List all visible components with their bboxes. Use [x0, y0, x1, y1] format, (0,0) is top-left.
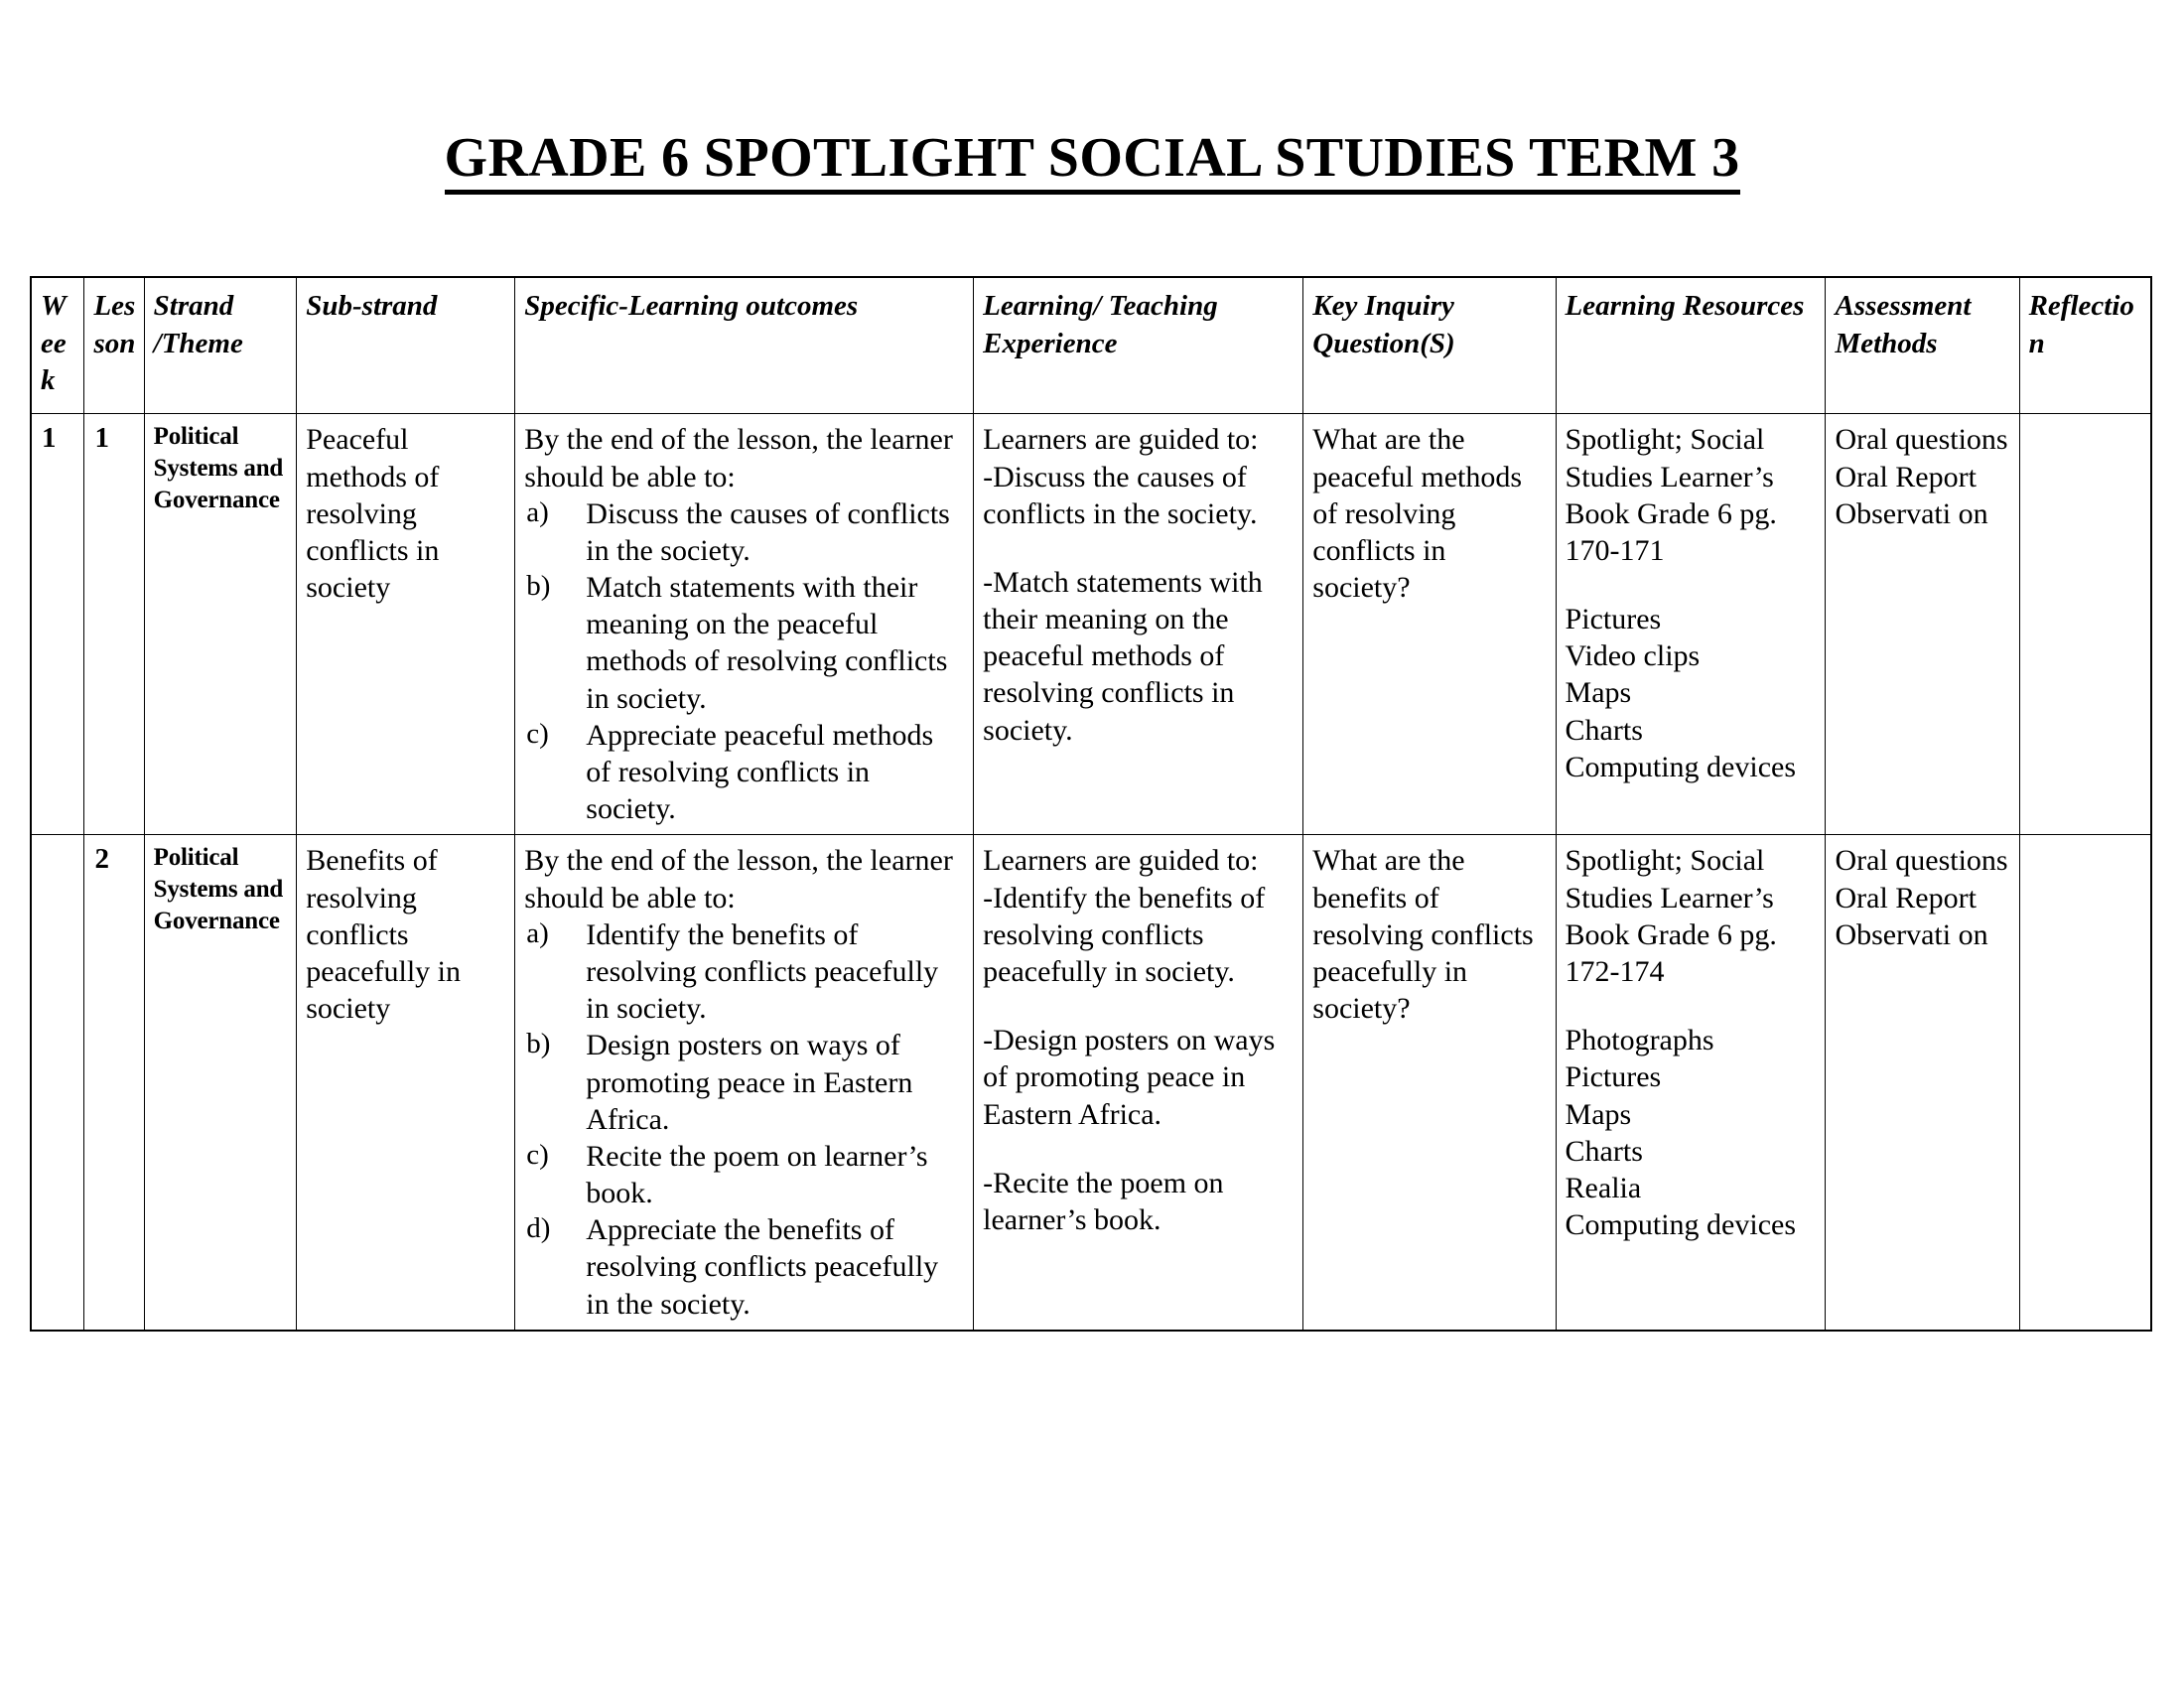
outcome-item	[524, 1211, 965, 1323]
resource-item: Charts	[1565, 1134, 1643, 1168]
outcome-marker: b)	[526, 570, 551, 603]
outcomes-list	[524, 495, 965, 828]
outcome-marker: a)	[526, 916, 549, 949]
cell-key-inquiry-question: What are the peaceful methods of resolving conflicts in society?	[1303, 414, 1556, 835]
resource-item: Computing devices	[1565, 750, 1797, 783]
outcome-text: Discuss the causes of conflicts in the society.	[586, 496, 950, 567]
resource-item: Charts	[1565, 713, 1643, 747]
resource-item: Pictures	[1565, 1060, 1662, 1094]
resource-textbook: Spotlight; Social Studies Learner’s Book Grade 6 pg. 170-171	[1565, 423, 1777, 567]
scheme-of-work-table	[30, 276, 2152, 1332]
outcome-text: Design posters on ways of promoting peace in Eastern Africa.	[586, 1029, 913, 1136]
resource-item: Video clips	[1565, 639, 1701, 673]
outcome-item	[524, 916, 965, 1028]
outcome-marker: c)	[526, 1138, 549, 1171]
page-title: GRADE 6 SPOTLIGHT SOCIAL STUDIES TERM 3	[445, 129, 1740, 196]
cell-learning-experience	[974, 835, 1303, 1331]
cell-learning-resources	[1556, 835, 1826, 1331]
cell-learning-resources	[1556, 414, 1826, 835]
cell-assessment-methods: Oral questions Oral Report Observati on	[1826, 835, 2019, 1331]
outcome-text: Identify the benefits of resolving conflicts peacefully in society.	[586, 917, 939, 1026]
cell-key-inquiry-question: What are the benefits of resolving conflicts peacefully in society?	[1303, 835, 1556, 1331]
outcome-marker: d)	[526, 1212, 551, 1245]
cell-strand: Political Systems and Governance	[144, 835, 297, 1331]
experience-lead-in: Learners are guided to:	[983, 844, 1259, 878]
resources-spacer	[1566, 990, 1818, 1022]
cell-week: 1	[31, 414, 84, 835]
outcomes-lead-in: By the end of the lesson, the learner should be able to:	[524, 844, 953, 914]
resource-item: Maps	[1565, 1097, 1632, 1131]
column-header-strand: Strand /Theme	[144, 277, 297, 414]
cell-strand: Political Systems and Governance	[144, 414, 297, 835]
table-row	[31, 414, 2151, 835]
outcomes-lead-in: By the end of the lesson, the learner should be able to:	[524, 423, 953, 493]
cell-learning-experience	[974, 414, 1303, 835]
column-header-reflection: Reflectio n	[2019, 277, 2151, 414]
experience-item: -Identify the benefits of resolving conflicts peacefully in society.	[983, 881, 1266, 988]
resource-item: Photographs	[1565, 1024, 1714, 1057]
cell-substrand: Peaceful methods of resolving conflicts in society	[297, 414, 515, 835]
outcome-marker: c)	[526, 717, 549, 750]
resource-textbook: Spotlight; Social Studies Learner’s Book Grade 6 pg. 172-174	[1565, 844, 1777, 988]
outcome-text: Appreciate the benefits of resolving conflicts peacefully in the society.	[586, 1213, 939, 1321]
column-header-inquiry: Key Inquiry Question(S)	[1303, 277, 1556, 414]
cell-assessment-methods: Oral questions Oral Report Observati on	[1826, 414, 2019, 835]
column-header-resources: Learning Resources	[1556, 277, 1826, 414]
column-header-outcomes: Specific-Learning outcomes	[515, 277, 974, 414]
cell-substrand: Benefits of resolving conflicts peacefully in society	[297, 835, 515, 1331]
outcome-item	[524, 717, 965, 828]
cell-lesson: 2	[84, 835, 144, 1331]
resource-item: Realia	[1565, 1171, 1642, 1204]
resource-item: Computing devices	[1565, 1208, 1797, 1242]
outcome-item	[524, 495, 965, 569]
experience-item: -Match statements with their meaning on the peaceful methods of resolving conflicts in society.	[983, 565, 1263, 747]
table-body	[31, 414, 2151, 1331]
column-header-substrand: Sub-strand	[297, 277, 515, 414]
outcomes-list	[524, 916, 965, 1323]
column-header-week: W ee k	[31, 277, 84, 414]
resource-item: Pictures	[1565, 603, 1662, 636]
outcome-marker: a)	[526, 495, 549, 528]
outcome-marker: b)	[526, 1028, 551, 1060]
cell-reflection	[2019, 835, 2151, 1331]
experience-item: -Recite the poem on learner’s book.	[983, 1166, 1224, 1236]
cell-reflection	[2019, 414, 2151, 835]
resources-spacer	[1566, 569, 1818, 601]
cell-week	[31, 835, 84, 1331]
column-header-assessment: Assessment Methods	[1826, 277, 2019, 414]
outcome-text: Appreciate peaceful methods of resolving conflicts in society.	[586, 718, 934, 826]
resource-item: Maps	[1565, 676, 1632, 710]
cell-lesson: 1	[84, 414, 144, 835]
outcome-item	[524, 1138, 965, 1211]
column-header-experience: Learning/ Teaching Experience	[974, 277, 1303, 414]
experience-item: -Discuss the causes of conflicts in the society.	[983, 460, 1258, 530]
outcome-text: Match statements with their meaning on the peaceful methods of resolving conflicts in society.	[586, 571, 948, 715]
experience-item: -Design posters on ways of promoting peace in Eastern Africa.	[983, 1024, 1276, 1131]
cell-learning-outcomes	[515, 835, 974, 1331]
table-header-row	[31, 277, 2151, 414]
column-header-lesson: Les son	[84, 277, 144, 414]
experience-lead-in: Learners are guided to:	[983, 423, 1259, 457]
cell-learning-outcomes	[515, 414, 974, 835]
outcome-item	[524, 1027, 965, 1138]
table-row	[31, 835, 2151, 1331]
title-block	[0, 0, 2184, 232]
outcome-text: Recite the poem on learner’s book.	[586, 1139, 928, 1210]
outcome-item	[524, 569, 965, 717]
